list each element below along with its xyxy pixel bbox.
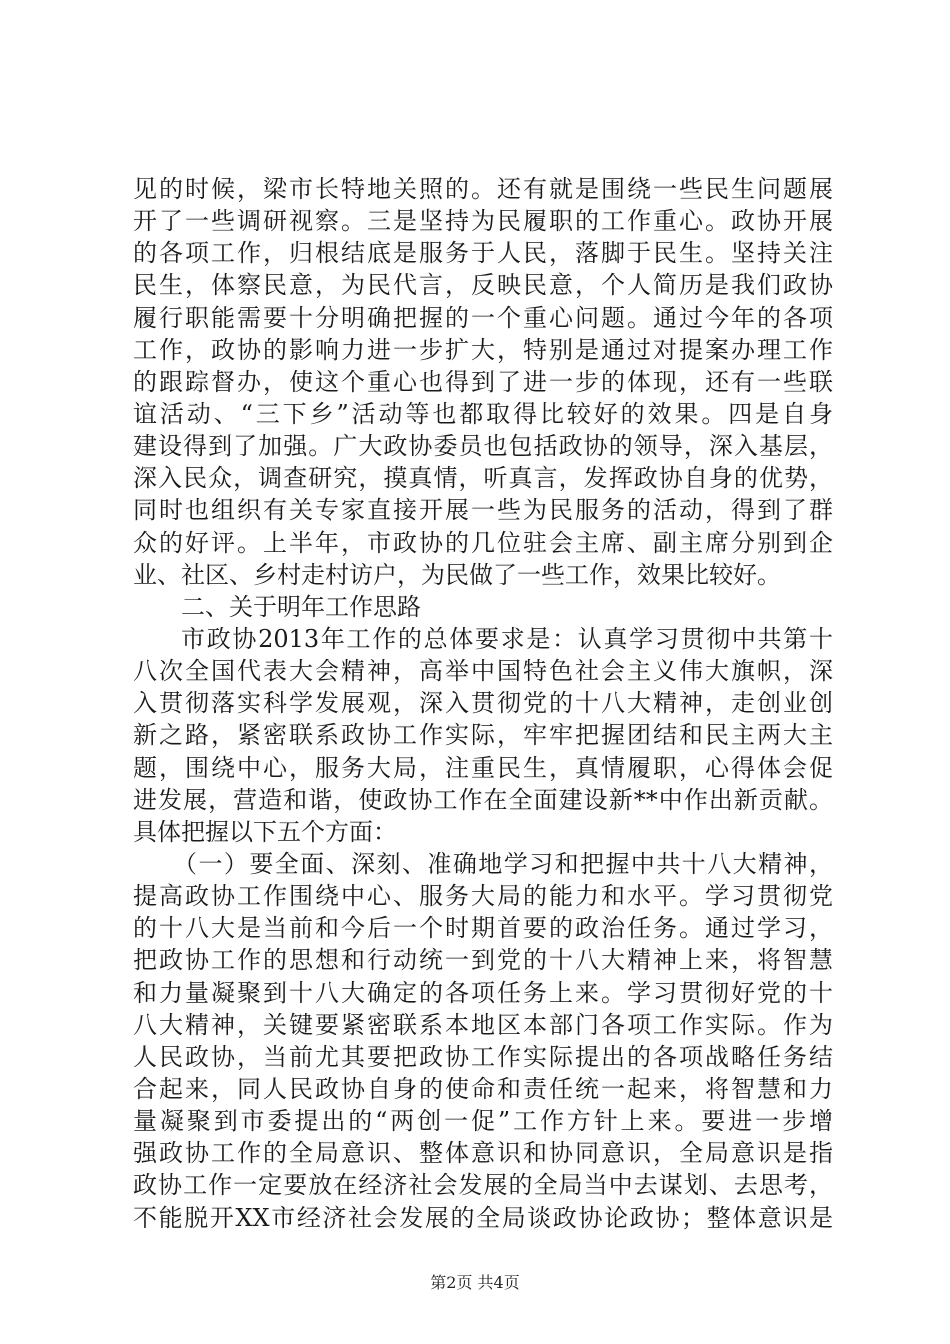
text-line: 进发展，营造和谐，使政协工作在全面建设新**中作出新贡献。 [133,785,833,814]
text-line: 政协工作一定要放在经济社会发展的全局当中去谋划、去思考， [133,1171,833,1200]
text-line: 把政协工作的思想和行动统一到党的十八大精神上来，将智慧 [133,946,833,975]
text-line: 强政协工作的全局意识、整体意识和协同意识，全局意识是指 [133,1139,833,1168]
text-line: 谊活动、“三下乡”活动等也都取得比较好的效果。四是自身 [133,399,833,428]
text-line: 八次全国代表大会精神，高举中国特色社会主义伟大旗帜，深 [133,657,833,686]
text-line: 的跟踪督办，使这个重心也得到了进一步的体现，还有一些联 [133,367,833,396]
text-line: 具体把握以下五个方面： [133,817,397,846]
text-line: 工作，政协的影响力进一步扩大，特别是通过对提案办理工作 [133,335,833,364]
text-line: 八大精神，关键要紧密联系本地区本部门各项工作实际。作为 [133,1010,833,1039]
text-line: 量凝聚到市委提出的“两创一促”工作方针上来。要进一步增 [133,1107,833,1136]
text-line: 众的好评。上半年，市政协的几位驻会主席、副主席分别到企 [133,528,833,557]
text-line: 民生，体察民意，为民代言，反映民意，个人简历是我们政协 [133,271,833,300]
text-line: 深入民众，调查研究，摸真情，听真言，发挥政协自身的优势， [133,464,833,493]
text-line: 人民政协，当前尤其要把政协工作实际提出的各项战略任务结 [133,1042,833,1071]
text-line: 业、社区、乡村走村访户，为民做了一些工作，效果比较好。 [133,560,781,589]
text-line: 同时也组织有关专家直接开展一些为民服务的活动，得到了群 [133,496,833,525]
body-text [133,173,833,1234]
text-line: 提高政协工作围绕中心、服务大局的能力和水平。学习贯彻党 [133,882,833,911]
text-line: 二、关于明年工作思路 [181,592,421,621]
text-line: 建设得到了加强。广大政协委员也包括政协的领导，深入基层， [133,432,833,461]
text-line: 见的时候，梁市长特地关照的。还有就是围绕一些民生问题展 [133,175,833,203]
text-line: 履行职能需要十分明确把握的一个重心问题。通过今年的各项 [133,303,833,332]
text-line: 的各项工作，归根结底是服务于人民，落脚于民生。坚持关注 [133,239,833,268]
text-line: 新之路，紧密联系政协工作实际，牢牢把握团结和民主两大主 [133,721,833,750]
text-line: 市政协2013年工作的总体要求是：认真学习贯彻中共第十 [181,624,833,653]
text-line: 的十八大是当前和今后一个时期首要的政治任务。通过学习， [133,914,833,943]
text-line: 入贯彻落实科学发展观，深入贯彻党的十八大精神，走创业创 [133,689,833,718]
page-footer: 第2页 共4页 [430,1273,520,1292]
text-line: 不能脱开XX市经济社会发展的全局谈政协论政协；整体意识是 [133,1203,833,1232]
text-line: 开了一些调研视察。三是坚持为民履职的工作重心。政协开展 [133,207,833,236]
text-line: 题，围绕中心，服务大局，注重民生，真情履职，心得体会促 [133,753,833,782]
text-line: 和力量凝聚到十八大确定的各项任务上来。学习贯彻好党的十 [133,978,833,1007]
text-line: （一）要全面、深刻、准确地学习和把握中共十八大精神， [173,849,833,878]
text-line: 合起来，同人民政协自身的使命和责任统一起来，将智慧和力 [133,1074,833,1103]
